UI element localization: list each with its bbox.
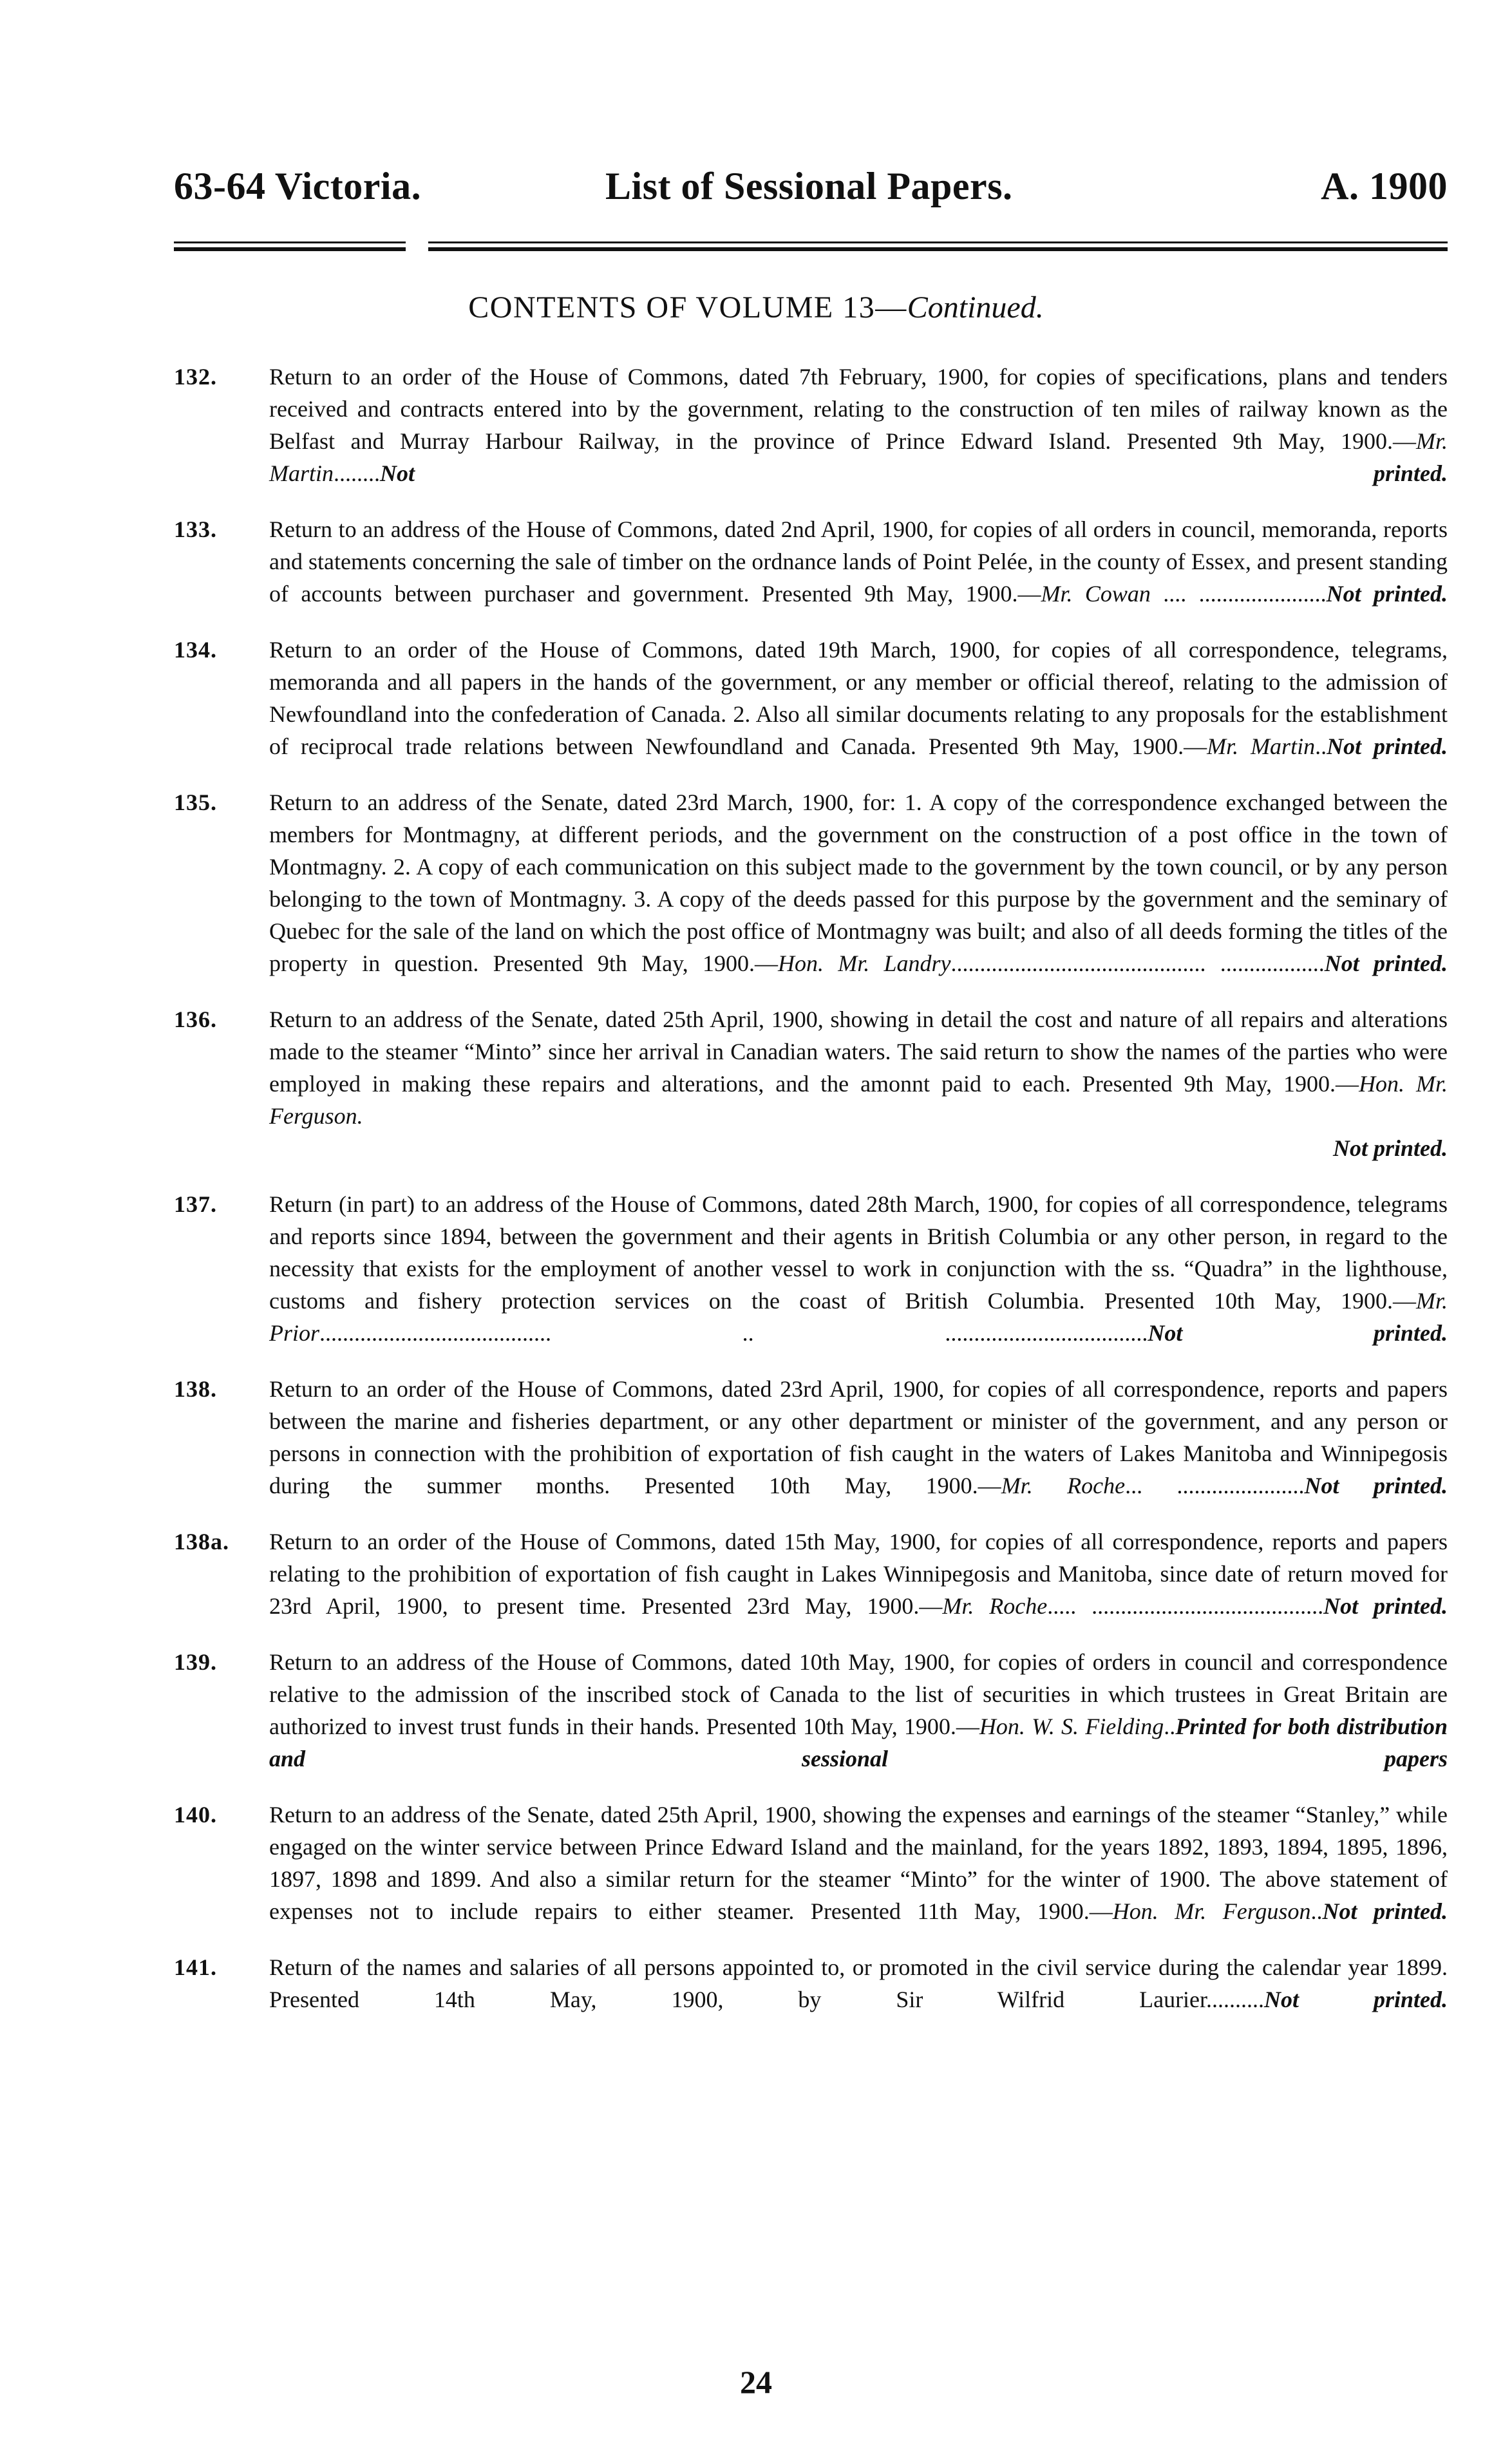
paper-number: 139. <box>174 1649 217 1675</box>
paper-mover: Hon. Mr. Ferguson <box>1112 1898 1311 1924</box>
paper-status: Not printed. <box>1322 1898 1448 1924</box>
paper-number: 135. <box>174 789 217 815</box>
contents-continued: Continued. <box>907 290 1044 325</box>
paper-status: Not printed. <box>1324 950 1448 976</box>
paper-number: 141. <box>174 1954 217 1980</box>
paper-number: 133. <box>174 516 217 542</box>
paper-description <box>269 1646 1448 1775</box>
paper-description <box>269 1003 1448 1132</box>
paper-text: Return (in part) to an address of the House of Commons, dated 28th March, 1900, for copies of all correspondence, telegrams and reports since 1894, between the government and their agents in British Columbia or any other person, in regard to the necessity that exists for the employment of another vessel to work in conjunction with the ss. “Quadra” in the lighthouse, customs and fishery protection services on the coast of British Columbia. Presented 10th May, 1900.— <box>269 1191 1448 1314</box>
paper-mover: Mr. Prior <box>269 1288 1448 1346</box>
paper-text: Return to an order of the House of Commons, dated 15th May, 1900, for copies of all correspondence, reports and papers relating to the prohibition of exportation of fish caught in Lakes Winnipegosis and Manitoba, since date of return moved for 23rd April, 1900, to present time. Presented 23rd May, 1900.— <box>269 1529 1448 1619</box>
dot-leader: .. <box>1315 733 1327 759</box>
dot-leader: ... ...................... <box>1125 1473 1305 1498</box>
paper-mover: Hon. Mr. Ferguson. <box>269 1071 1448 1129</box>
header-double-rule <box>174 241 1448 261</box>
paper-entry-141 <box>174 1951 1448 2016</box>
header-title: List of Sessional Papers. <box>605 165 1013 207</box>
paper-text: Return to an address of the House of Commons, dated 2nd April, 1900, for copies of all orders in council, memoranda, reports and statements concerning the sale of timber on the ordnance lands of Point Pelée, in the county of Essex, and present standing of accounts between purchaser and government. Presented 9th May, 1900.— <box>269 516 1448 607</box>
page-number: 24 <box>740 2364 772 2400</box>
contents-title: CONTENTS OF VOLUME 13— <box>468 290 907 325</box>
paper-entry-133 <box>174 513 1448 610</box>
paper-entry-134 <box>174 634 1448 762</box>
paper-entry-138a <box>174 1526 1448 1622</box>
paper-description <box>269 634 1448 762</box>
paper-mover: Mr. Martin <box>269 428 1448 486</box>
paper-description <box>269 513 1448 610</box>
header-volume: 63-64 Victoria. <box>174 165 422 207</box>
paper-description <box>269 1188 1448 1349</box>
dot-leader: .. <box>1310 1898 1323 1924</box>
paper-description <box>269 1526 1448 1622</box>
paper-status: Not printed. <box>1148 1320 1448 1346</box>
dot-leader: ............................................ .................. <box>950 950 1325 976</box>
paper-text: Return to an address of the House of Commons, dated 10th May, 1900, for copies of orders in council and correspondence relative to the admission of the inscribed stock of Canada to the list of securities in which trustees in Great Britain are authorized to invest trust funds in their hands. Presented 10th May, 1900.— <box>269 1649 1448 1739</box>
dot-leader: ........................................ .. ................................... <box>319 1320 1148 1346</box>
paper-mover: Mr. Roche <box>942 1593 1048 1619</box>
paper-mover: Mr. Cowan <box>1041 581 1151 607</box>
paper-mover: Mr. Roche <box>1001 1473 1126 1498</box>
dot-leader: .. <box>1164 1714 1176 1739</box>
dot-leader: .... ...................... <box>1150 581 1327 607</box>
paper-entry-140 <box>174 1799 1448 1927</box>
paper-entry-137 <box>174 1188 1448 1349</box>
paper-status: Not printed. <box>1332 1135 1448 1161</box>
paper-mover: Mr. Martin <box>1207 733 1316 759</box>
paper-entry-136 <box>174 1003 1448 1164</box>
dot-leader: ........ <box>334 460 381 486</box>
paper-description <box>269 1799 1448 1927</box>
sessional-papers-list <box>174 361 1448 2039</box>
paper-mover: Hon. W. S. Fielding <box>979 1714 1164 1739</box>
paper-status: Not printed. <box>1326 581 1448 607</box>
paper-status: Not printed. <box>1304 1473 1448 1498</box>
paper-status: Not printed. <box>1264 1987 1448 2012</box>
paper-number: 132. <box>174 364 217 390</box>
paper-text: Return to an address of the Senate, dated 23rd March, 1900, for: 1. A copy of the correspondence exchanged between the members for Montmagny, at different periods, and the government on the construction of a post office in the town of Montmagny. 2. A copy of each communication on this subject made to the government by the town council, or by any person belonging to the town of Montmagny. 3. A copy of the deeds passed for this purpose by the government and the seminary of Quebec for the sale of the land on which the post office of Montmagny was built; and also of all deeds forming the titles of the property in question. Presented 9th May, 1900.— <box>269 789 1448 976</box>
paper-number: 138. <box>174 1376 217 1402</box>
paper-text: Return of the names and salaries of all persons appointed to, or promoted in the civil service during the calendar year 1899. Presented 14th May, 1900, by Sir Wilfrid Laurier <box>269 1954 1448 2012</box>
paper-number: 134. <box>174 637 217 663</box>
paper-status: Not printed. <box>1327 733 1448 759</box>
running-header <box>174 164 1448 209</box>
paper-entry-138 <box>174 1373 1448 1502</box>
paper-description <box>269 361 1448 489</box>
paper-text: Return to an order of the House of Commons, dated 19th March, 1900, for copies of all correspondence, telegrams, memoranda and all papers in the hands of the government, or any member or official thereof, relating to the admission of Newfoundland into the confederation of Canada. 2. Also all similar documents relating to any proposals for the establishment of reciprocal trade relations between Newfoundland and Canada. Presented 9th May, 1900.— <box>269 637 1448 759</box>
header-year: A. 1900 <box>1321 165 1448 207</box>
paper-entry-135 <box>174 786 1448 979</box>
paper-text: Return to an order of the House of Commons, dated 7th February, 1900, for copies of specifications, plans and tenders received and contracts entered into by the government, relating to the construction of ten miles of railway known as the Belfast and Murray Harbour Railway, in the province of Prince Edward Island. Presented 9th May, 1900.— <box>269 364 1448 454</box>
contents-heading <box>0 290 1512 325</box>
paper-mover: Hon. Mr. Landry <box>778 950 951 976</box>
paper-number: 136. <box>174 1006 217 1032</box>
paper-text: Return to an order of the House of Commons, dated 23rd April, 1900, for copies of all correspondence, reports and papers between the marine and fisheries department, or any other department or minister of the government, and any person or persons in connection with the prohibition of exportation of fish caught in the waters of Lakes Manitoba and Winnipegosis during the summer months. Presented 10th May, 1900.— <box>269 1376 1448 1498</box>
paper-description <box>269 1951 1448 2016</box>
paper-text: Return to an address of the Senate, dated 25th April, 1900, showing the expenses and earnings of the steamer “Stanley,” while engaged on the winter service between Prince Edward Island and the mainland, for the years 1892, 1893, 1894, 1895, 1896, 1897, 1898 and 1899. And also a similar return for the steamer “Minto” for the winter of 1900. The above statement of expenses not to include repairs to either steamer. Presented 11th May, 1900.— <box>269 1802 1448 1924</box>
paper-entry-132 <box>174 361 1448 489</box>
paper-description <box>269 786 1448 979</box>
paper-text: Return to an address of the Senate, dated 25th April, 1900, showing in detail the cost and nature of all repairs and alterations made to the steamer “Minto” since her arrival in Canadian waters. The said return to show the names of the parties who were employed in making these repairs and alterations, and the amonnt paid to each. Presented 9th May, 1900.— <box>269 1006 1448 1097</box>
paper-description <box>269 1373 1448 1502</box>
paper-entry-139 <box>174 1646 1448 1775</box>
paper-status: Not printed. <box>1323 1593 1448 1619</box>
dot-leader: ..... ........................................ <box>1047 1593 1324 1619</box>
paper-number: 138a. <box>174 1529 229 1554</box>
paper-status: Not printed. <box>380 460 1448 486</box>
dot-leader: .......... <box>1206 1987 1265 2012</box>
paper-number: 137. <box>174 1191 217 1217</box>
paper-status: Printed for both distribution and sessional papers <box>269 1714 1448 1772</box>
paper-number: 140. <box>174 1802 217 1828</box>
